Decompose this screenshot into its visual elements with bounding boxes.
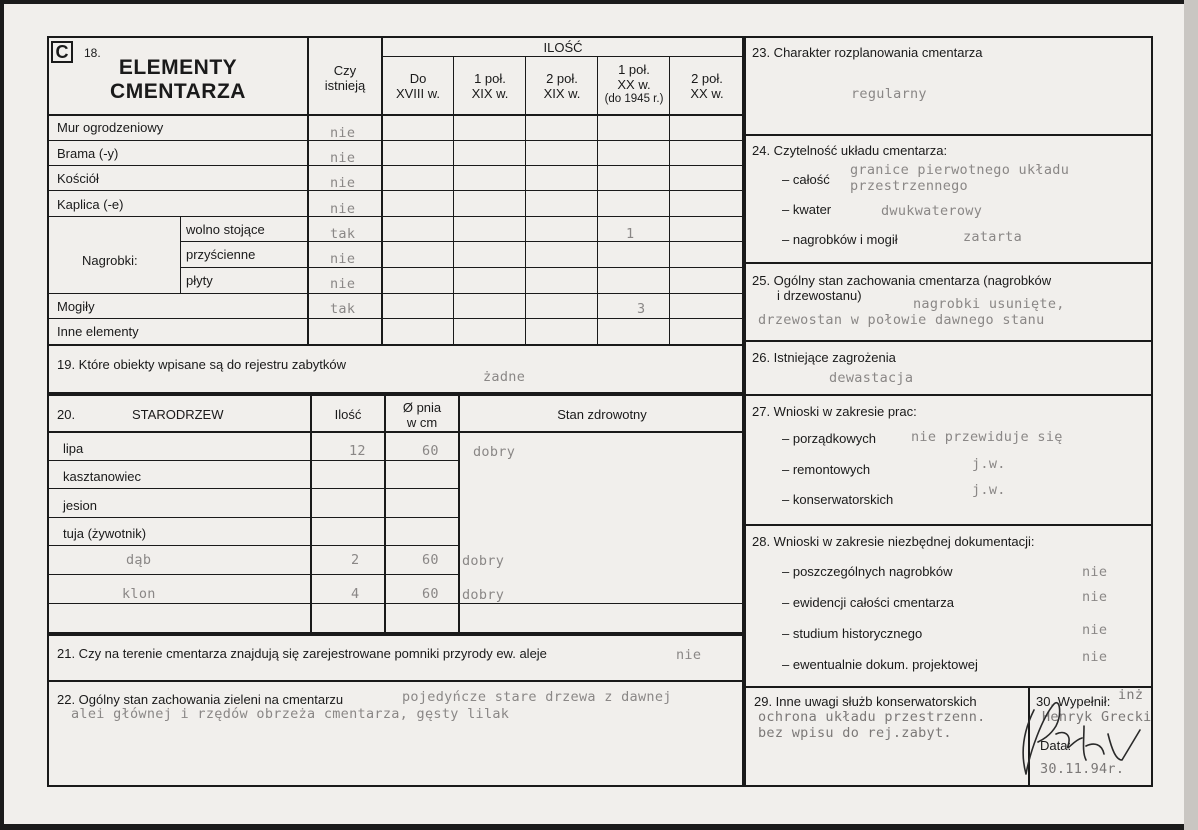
qty-mogily-1xx: 3 bbox=[637, 301, 646, 317]
col-2pol-xx: 2 poł. XX w. bbox=[690, 71, 724, 101]
section-23-value: regularny bbox=[851, 86, 927, 102]
section-30-name-line2: Henryk Grecki bbox=[1042, 709, 1152, 725]
section-29-value-line2: bez wpisu do rej.zabyt. bbox=[758, 725, 952, 741]
section-23-label: 23. Charakter rozplanowania cmentarza bbox=[752, 45, 983, 60]
col-1pol-xx: 1 poł. XX w. (do 1945 r.) bbox=[604, 62, 664, 105]
section-20-title: STARODRZEW bbox=[132, 407, 224, 422]
tree-klon-stan: dobry bbox=[462, 587, 505, 603]
section-24-calosc-value1: granice pierwotnego układu bbox=[850, 162, 1070, 178]
section-30-label: 30. Wypełnił: bbox=[1036, 694, 1111, 709]
row-mur: Mur ogrodzeniowy bbox=[57, 120, 164, 135]
section-28-ewidencji-value: nie bbox=[1082, 589, 1108, 605]
section-27-konserwatorskich-value: j.w. bbox=[972, 482, 1006, 498]
row-inne: Inne elementy bbox=[57, 324, 139, 339]
section-18-number: 18. bbox=[84, 46, 101, 60]
tree-lipa: lipa bbox=[63, 441, 84, 456]
section-30-name-line1: inż bbox=[1118, 687, 1144, 703]
value-przyscienne: nie bbox=[330, 251, 356, 267]
section-28-studium-value: nie bbox=[1082, 622, 1108, 638]
section-30-data-label: Data: bbox=[1040, 738, 1072, 753]
section-29-label: 29. Inne uwagi służb konserwatorskich bbox=[754, 694, 977, 709]
row-przyscienne: przyścienne bbox=[186, 247, 256, 262]
section-21-label: 21. Czy na terenie cmentarza znajdują się zarejestrowane pomniki przyrody ew. aleje bbox=[57, 646, 547, 661]
tree-dab-ilosc: 2 bbox=[351, 552, 360, 568]
value-mur: nie bbox=[330, 125, 356, 141]
section-18-title-line2: CMENTARZA bbox=[110, 80, 246, 103]
section-25-value-line2: drzewostan w połowie dawnego stanu bbox=[758, 312, 1045, 328]
qty-wolno-1xx: 1 bbox=[626, 226, 635, 242]
row-wolno-stojace: wolno stojące bbox=[186, 222, 265, 237]
section-27-label: 27. Wnioski w zakresie prac: bbox=[752, 404, 917, 419]
tree-tuja: tuja (żywotnik) bbox=[63, 526, 147, 541]
section-24-label: 24. Czytelność układu cmentarza: bbox=[752, 143, 948, 158]
section-25-label-line1: 25. Ogólny stan zachowania cmentarza (nagrobków bbox=[752, 273, 1052, 288]
section-22-value-line2: alei głównej i rzędów obrzeża cmentarza, gęsty lilak bbox=[71, 706, 510, 722]
section-28-label: 28. Wnioski w zakresie niezbędnej dokumentacji: bbox=[752, 534, 1035, 549]
section-26-value: dewastacja bbox=[829, 370, 914, 386]
row-kaplica: Kaplica (-e) bbox=[57, 197, 124, 212]
section-20-number: 20. bbox=[57, 407, 76, 422]
section-26-label: 26. Istniejące zagrożenia bbox=[752, 350, 896, 365]
section-24-calosc-value2: przestrzennego bbox=[850, 178, 968, 194]
tree-klon: klon bbox=[122, 586, 156, 602]
row-brama: Brama (-y) bbox=[57, 146, 119, 161]
col-2pol-xix: 2 poł. XIX w. bbox=[543, 71, 581, 101]
section-24-calosc: – całość bbox=[782, 172, 830, 187]
tree-dab: dąb bbox=[126, 552, 152, 568]
section-28-nagrobkow: – poszczególnych nagrobków bbox=[782, 564, 953, 579]
section-19-value: żadne bbox=[483, 369, 526, 385]
col-tree-pnia: Ø pnia w cm bbox=[402, 400, 442, 430]
value-mogily: tak bbox=[330, 301, 356, 317]
section-24-nagrobkow-value: zatarta bbox=[963, 229, 1022, 245]
section-28-projektowej: – ewentualnie dokum. projektowej bbox=[782, 657, 978, 672]
section-18-title bbox=[90, 56, 266, 104]
col-do-xviii: Do XVIII w. bbox=[395, 71, 441, 101]
col-tree-stan: Stan zdrowotny bbox=[557, 407, 647, 422]
section-29-value-line1: ochrona układu przestrzenn. bbox=[758, 709, 986, 725]
section-30-date: 30.11.94r. bbox=[1040, 761, 1125, 777]
scan-edge bbox=[1184, 0, 1198, 830]
value-kosciol: nie bbox=[330, 175, 356, 191]
row-mogily: Mogiły bbox=[57, 299, 95, 314]
row-nagrobki: Nagrobki: bbox=[82, 253, 138, 268]
col-1pol-xix: 1 poł. XIX w. bbox=[471, 71, 509, 101]
row-plyty: płyty bbox=[186, 273, 213, 288]
section-19-label: 19. Które obiekty wpisane są do rejestru zabytków bbox=[57, 357, 347, 372]
card-letter: C bbox=[51, 41, 73, 63]
row-kosciol: Kościół bbox=[57, 171, 99, 186]
section-22-value-line1: pojedyńcze stare drzewa z dawnej bbox=[402, 689, 672, 705]
col-ilosc: ILOŚĆ bbox=[543, 40, 583, 55]
section-27-porzadkowych: – porządkowych bbox=[782, 431, 876, 446]
section-26 bbox=[744, 340, 1153, 396]
section-24-kwater: – kwater bbox=[782, 202, 832, 217]
value-kaplica: nie bbox=[330, 201, 356, 217]
value-brama: nie bbox=[330, 150, 356, 166]
section-28-nagrobkow-value: nie bbox=[1082, 564, 1108, 580]
section-27-remontowych-value: j.w. bbox=[972, 456, 1006, 472]
col-tree-ilosc: Ilość bbox=[334, 407, 362, 422]
tree-lipa-pnia: 60 bbox=[422, 443, 439, 459]
section-27-remontowych: – remontowych bbox=[782, 462, 871, 477]
section-25-label-line2: i drzewostanu) bbox=[777, 288, 862, 303]
tree-lipa-stan: dobry bbox=[473, 444, 516, 460]
section-24-nagrobkow: – nagrobków i mogił bbox=[782, 232, 898, 247]
tree-kasztanowiec: kasztanowiec bbox=[63, 469, 142, 484]
section-25-value-line1: nagrobki usunięte, bbox=[913, 296, 1065, 312]
section-24-kwater-value: dwukwaterowy bbox=[881, 203, 983, 219]
tree-klon-pnia: 60 bbox=[422, 586, 439, 602]
col-czy-istnieja: Czy istnieją bbox=[324, 63, 366, 93]
section-27-porzadkowych-value: nie przewiduje się bbox=[911, 429, 1063, 445]
section-18-title-line1: ELEMENTY bbox=[118, 56, 238, 79]
value-wolno: tak bbox=[330, 226, 356, 242]
section-22-label: 22. Ogólny stan zachowania zieleni na cmentarzu bbox=[57, 692, 344, 707]
tree-dab-stan: dobry bbox=[462, 553, 505, 569]
tree-dab-pnia: 60 bbox=[422, 552, 439, 568]
tree-klon-ilosc: 4 bbox=[351, 586, 360, 602]
section-27-konserwatorskich: – konserwatorskich bbox=[782, 492, 894, 507]
value-plyty: nie bbox=[330, 276, 356, 292]
tree-lipa-ilosc: 12 bbox=[349, 443, 366, 459]
tree-jesion: jesion bbox=[63, 498, 97, 513]
section-28-studium: – studium historycznego bbox=[782, 626, 923, 641]
section-28-projektowej-value: nie bbox=[1082, 649, 1108, 665]
section-28-ewidencji: – ewidencji całości cmentarza bbox=[782, 595, 954, 610]
signature bbox=[1012, 687, 1152, 786]
section-21-value: nie bbox=[676, 647, 702, 663]
